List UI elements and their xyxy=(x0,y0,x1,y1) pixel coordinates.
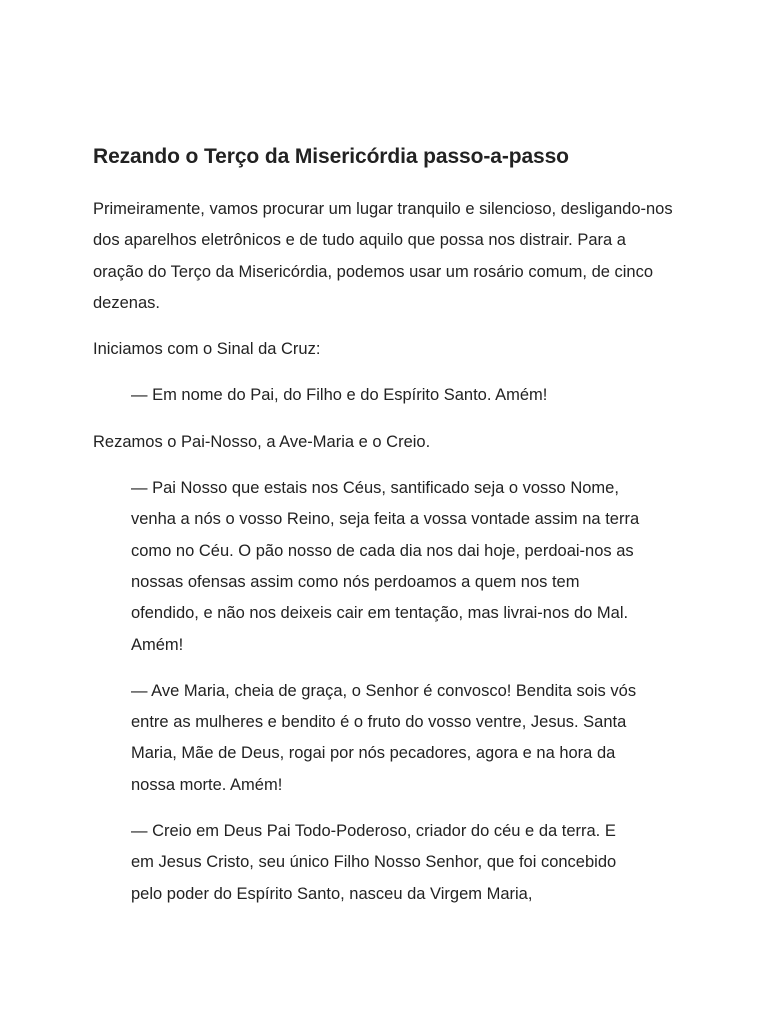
sign-of-cross-prayer: — Em nome do Pai, do Filho e do Espírito Santo. Amém! xyxy=(131,386,548,405)
hail-mary-prayer: — Ave Maria, cheia de graça, o Senhor é convosco! Bendita sois vós entre as mulheres e bendito é o fruto do vosso ventre, Jesus. Santa Maria, Mãe de Deus, rogai por nós pecadores, agora e na hora da nossa morte. Amém! xyxy=(131,681,637,794)
intro-paragraph: Primeiramente, vamos procurar um lugar tranquilo e silencioso, desligando-nos dos aparelhos eletrônicos e de tudo aquilo que possa nos distrair. Para a oração do Terço da Misericórdia, podemos usar um rosário comum, de cinco dezenas. xyxy=(93,200,673,312)
creed-prayer: — Creio em Deus Pai Todo-Poderoso, criador do céu e da terra. E em Jesus Cristo, seu único Filho Nosso Senhor, que foi concebido pelo poder do Espírito Santo, nasceu da Virgem Maria, xyxy=(131,822,617,903)
article-body xyxy=(93,142,683,925)
article-title: Rezando o Terço da Misericórdia passo-a-passo xyxy=(93,145,569,168)
sign-of-cross-intro: Iniciamos com o Sinal da Cruz: xyxy=(93,340,321,359)
prayers-intro: Rezamos o Pai-Nosso, a Ave-Maria e o Creio. xyxy=(93,432,431,451)
our-father-prayer: — Pai Nosso que estais nos Céus, santificado seja o vosso Nome, venha a nós o vosso Reino, seja feita a vossa vontade assim na terra como no Céu. O pão nosso de cada dia nos dai hoje, perdoai-nos as nossas ofensas assim como nós perdoamos a quem nos tem ofendido, e não nos deixeis cair em tentação, mas livrai-nos do Mal. Amém! xyxy=(131,479,640,654)
